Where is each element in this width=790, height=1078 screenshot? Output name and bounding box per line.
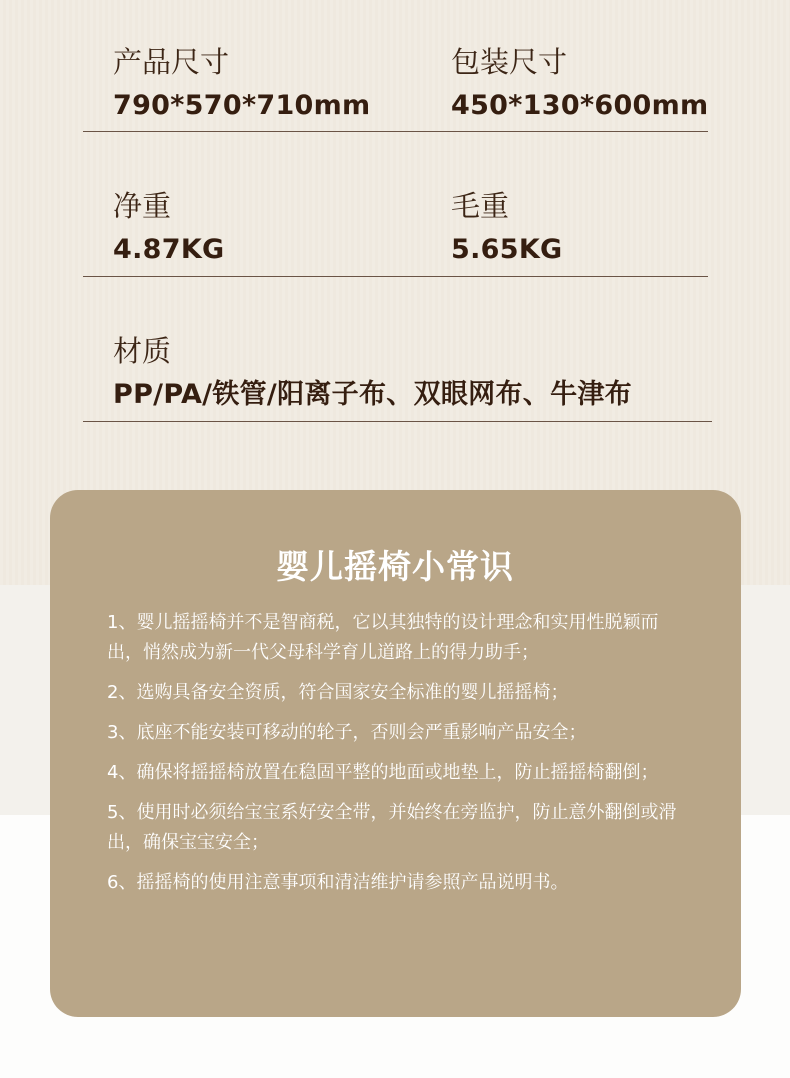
tips-list [107, 608, 687, 908]
tip-item: 2、选购具备安全资质，符合国家安全标准的婴儿摇摇椅； [107, 682, 569, 703]
spec-gross-weight [451, 188, 563, 268]
tip-item: 3、底座不能安装可移动的轮子，否则会严重影响产品安全； [107, 722, 587, 743]
spec-value: 5.65KG [451, 234, 563, 265]
spec-product-size [113, 44, 371, 124]
spec-value: 450*130*600mm [451, 90, 709, 121]
divider [83, 421, 712, 422]
spec-value: 790*570*710mm [113, 90, 371, 121]
spec-value: 4.87KG [113, 234, 225, 265]
spec-label: 毛重 [451, 189, 510, 223]
spec-net-weight [113, 188, 225, 268]
spec-label: 产品尺寸 [113, 45, 230, 79]
tip-item: 1、婴儿摇摇椅并不是智商税，它以其独特的设计理念和实用性脱颖而出，悄然成为新一代父母科学育儿道路上的得力助手； [107, 612, 659, 663]
tips-card-title: 婴儿摇椅小常识 [276, 547, 514, 586]
spec-label: 净重 [113, 189, 172, 223]
tip-item: 4、确保将摇摇椅放置在稳固平整的地面或地垫上，防止摇摇椅翻倒； [107, 762, 659, 783]
tip-item: 5、使用时必须给宝宝系好安全带，并始终在旁监护，防止意外翻倒或滑出，确保宝宝安全； [107, 802, 677, 853]
tip-item: 6、摇摇椅的使用注意事项和清洁维护请参照产品说明书。 [107, 872, 569, 893]
divider [83, 276, 708, 277]
spec-label: 材质 [113, 334, 172, 368]
spec-label: 包装尺寸 [451, 45, 568, 79]
spec-package-size [451, 44, 709, 124]
divider [83, 131, 708, 132]
spec-value: PP/PA/铁管/阳离子布、双眼网布、牛津布 [113, 379, 632, 410]
spec-material [113, 333, 632, 413]
